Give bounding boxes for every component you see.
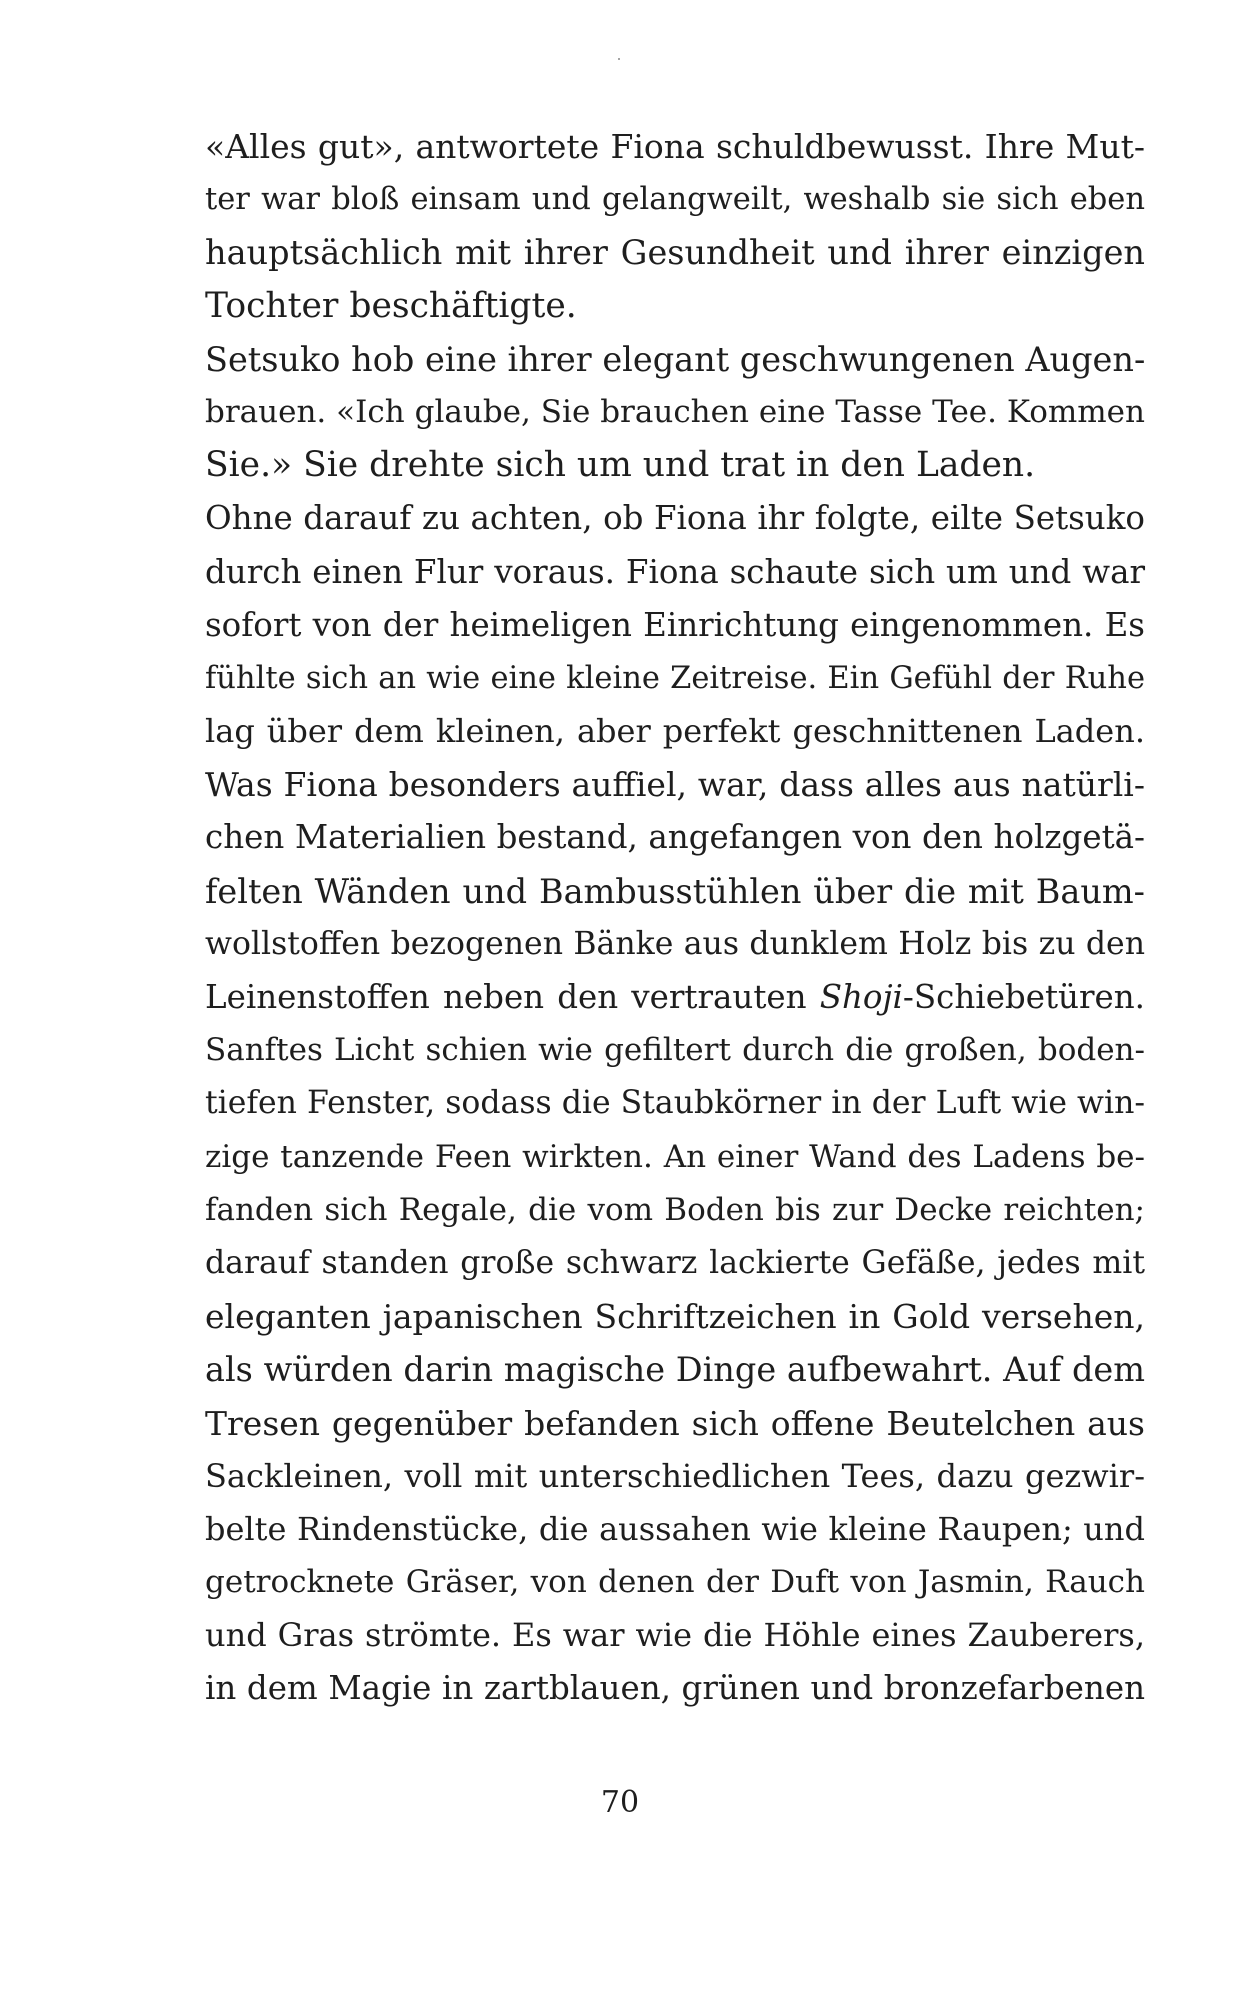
text-line: in dem Magie in zartblauen, grünen und bronzefarbenen xyxy=(205,1669,1145,1708)
text-line: sofort von der heimeligen Einrichtung eingenommen. Es xyxy=(205,605,1145,644)
text-line: eleganten japanischen Schriftzeichen in Gold versehen, xyxy=(205,1297,1145,1337)
text-line: Sanftes Licht schien wie gefiltert durch die großen, boden- xyxy=(205,1032,1145,1069)
text-line: und Gras strömte. Es war wie die Höhle eines Zauberers, xyxy=(205,1616,1145,1655)
text-line: Ohne darauf zu achten, ob Fiona ihr folgte, eilte Setsuko xyxy=(205,499,1145,538)
text-line: zige tanzende Feen wirkten. An einer Wand des Ladens be- xyxy=(205,1138,1145,1175)
text-line: Sie.» Sie drehte sich um und trat in den Laden. xyxy=(205,445,1036,486)
text-line: «Alles gut», antwortete Fiona schuldbewusst. Ihre Mut- xyxy=(205,127,1145,166)
text-line: Was Fiona besonders auffiel, war, dass alles aus natürli- xyxy=(205,765,1145,805)
text-line: Setsuko hob eine ihrer elegant geschwungenen Augen- xyxy=(205,339,1146,379)
text-line: Tochter beschäftigte. xyxy=(205,285,577,326)
text-line: Leinenstoffen neben den vertrauten Shoji-Schiebetüren. xyxy=(205,978,1145,1016)
text-line: chen Materialien bestand, angefangen von den holzgetä- xyxy=(205,818,1145,857)
text-line: als würden darin magische Dinge aufbewahrt. Auf dem xyxy=(205,1350,1145,1390)
text-line: tiefen Fenster, sodass die Staubkörner in der Luft wie win- xyxy=(205,1085,1145,1122)
text-line: lag über dem kleinen, aber perfekt geschnittenen Laden. xyxy=(205,712,1145,751)
text-line: fanden sich Regale, die vom Boden bis zur Decke reichten; xyxy=(205,1191,1145,1228)
text-line: belte Rindenstücke, die aussahen wie kleine Raupen; und xyxy=(205,1509,1145,1548)
scan-speck xyxy=(618,58,620,60)
text-line: fühlte sich an wie eine kleine Zeitreise. Ein Gefühl der Ruhe xyxy=(205,660,1145,696)
text-line: Tresen gegenüber befanden sich offene Beutelchen aus xyxy=(205,1403,1145,1443)
body-text xyxy=(205,120,1145,1716)
text-line: hauptsächlich mit ihrer Gesundheit und ihrer einzigen xyxy=(205,233,1145,273)
page-number: 70 xyxy=(600,1785,640,1820)
text-line: brauen. «Ich glaube, Sie brauchen eine Tasse Tee. Kommen xyxy=(205,393,1145,430)
text-line: getrocknete Gräser, von denen der Duft von Jasmin, Rauch xyxy=(205,1564,1145,1601)
italic-term: Shoji xyxy=(819,978,903,1016)
text-line: felten Wänden und Bambusstühlen über die mit Baum- xyxy=(205,871,1145,911)
text-line: durch einen Flur voraus. Fiona schaute sich um und war xyxy=(205,552,1145,591)
text-line: Sackleinen, voll mit unterschiedlichen Tees, dazu gezwir- xyxy=(205,1456,1145,1495)
text-line: darauf standen große schwarz lackierte Gefäße, jedes mit xyxy=(205,1244,1145,1281)
text-line: wollstoffen bezogenen Bänke aus dunklem Holz bis zu den xyxy=(205,925,1145,962)
text-line: ter war bloß einsam und gelangweilt, weshalb sie sich eben xyxy=(205,182,1145,218)
